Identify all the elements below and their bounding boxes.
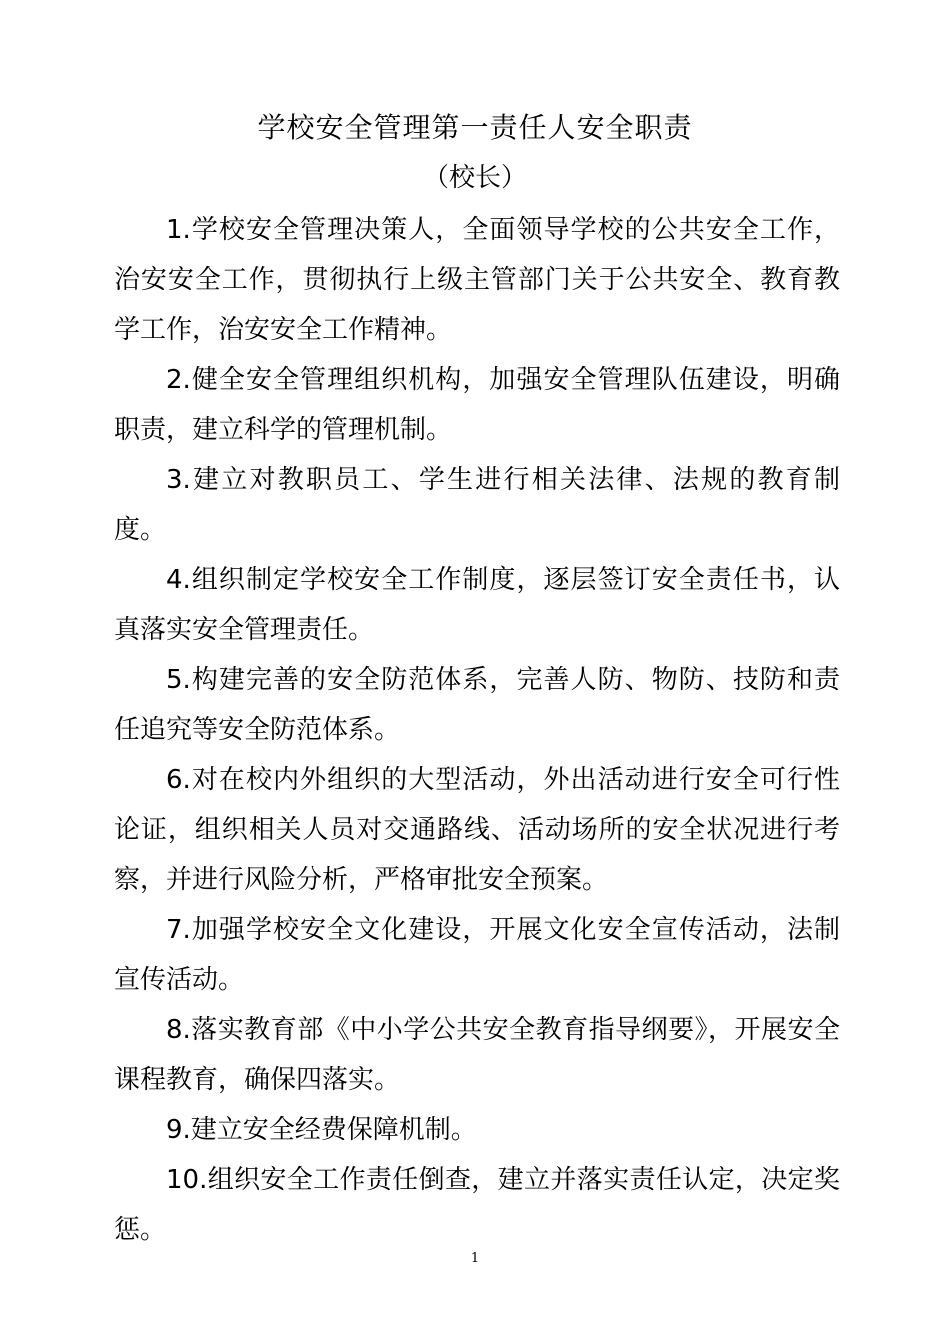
duty-item-3: 3.建立对教职员工、学生进行相关法律、法规的教育制度。 bbox=[114, 465, 840, 545]
duty-item-7: 7.加强学校安全文化建设，开展文化安全宣传活动，法制宣传活动。 bbox=[114, 915, 840, 995]
duty-item-4: 4.组织制定学校安全工作制度，逐层签订安全责任书，认真落实安全管理责任。 bbox=[114, 565, 840, 645]
duty-item-1: 1.学校安全管理决策人，全面领导学校的公共安全工作，治安安全工作，贯彻执行上级主管部门关于公共安全、教育教学工作，治安安全工作精神。 bbox=[114, 215, 840, 345]
duty-item-8: 8.落实教育部《中小学公共安全教育指导纲要》，开展安全课程教育，确保四落实。 bbox=[114, 1015, 840, 1095]
duty-item-9: 9.建立安全经费保障机制。 bbox=[166, 1115, 477, 1145]
document-body bbox=[114, 205, 840, 1255]
document-title: 学校安全管理第一责任人安全职责 bbox=[257, 111, 693, 144]
page-number: 1 bbox=[470, 1251, 480, 1266]
document-subtitle: （校长） bbox=[422, 163, 527, 193]
duty-item-2: 2.健全安全管理组织机构，加强安全管理队伍建设，明确职责，建立科学的管理机制。 bbox=[114, 365, 840, 445]
duty-item-6: 6.对在校内外组织的大型活动，外出活动进行安全可行性论证，组织相关人员对交通路线、活动场所的安全状况进行考察，并进行风险分析，严格审批安全预案。 bbox=[114, 765, 840, 895]
duty-item-5: 5.构建完善的安全防范体系，完善人防、物防、技防和责任追究等安全防范体系。 bbox=[114, 665, 840, 745]
duty-item-10: 10.组织安全工作责任倒查，建立并落实责任认定，决定奖惩。 bbox=[114, 1165, 840, 1245]
